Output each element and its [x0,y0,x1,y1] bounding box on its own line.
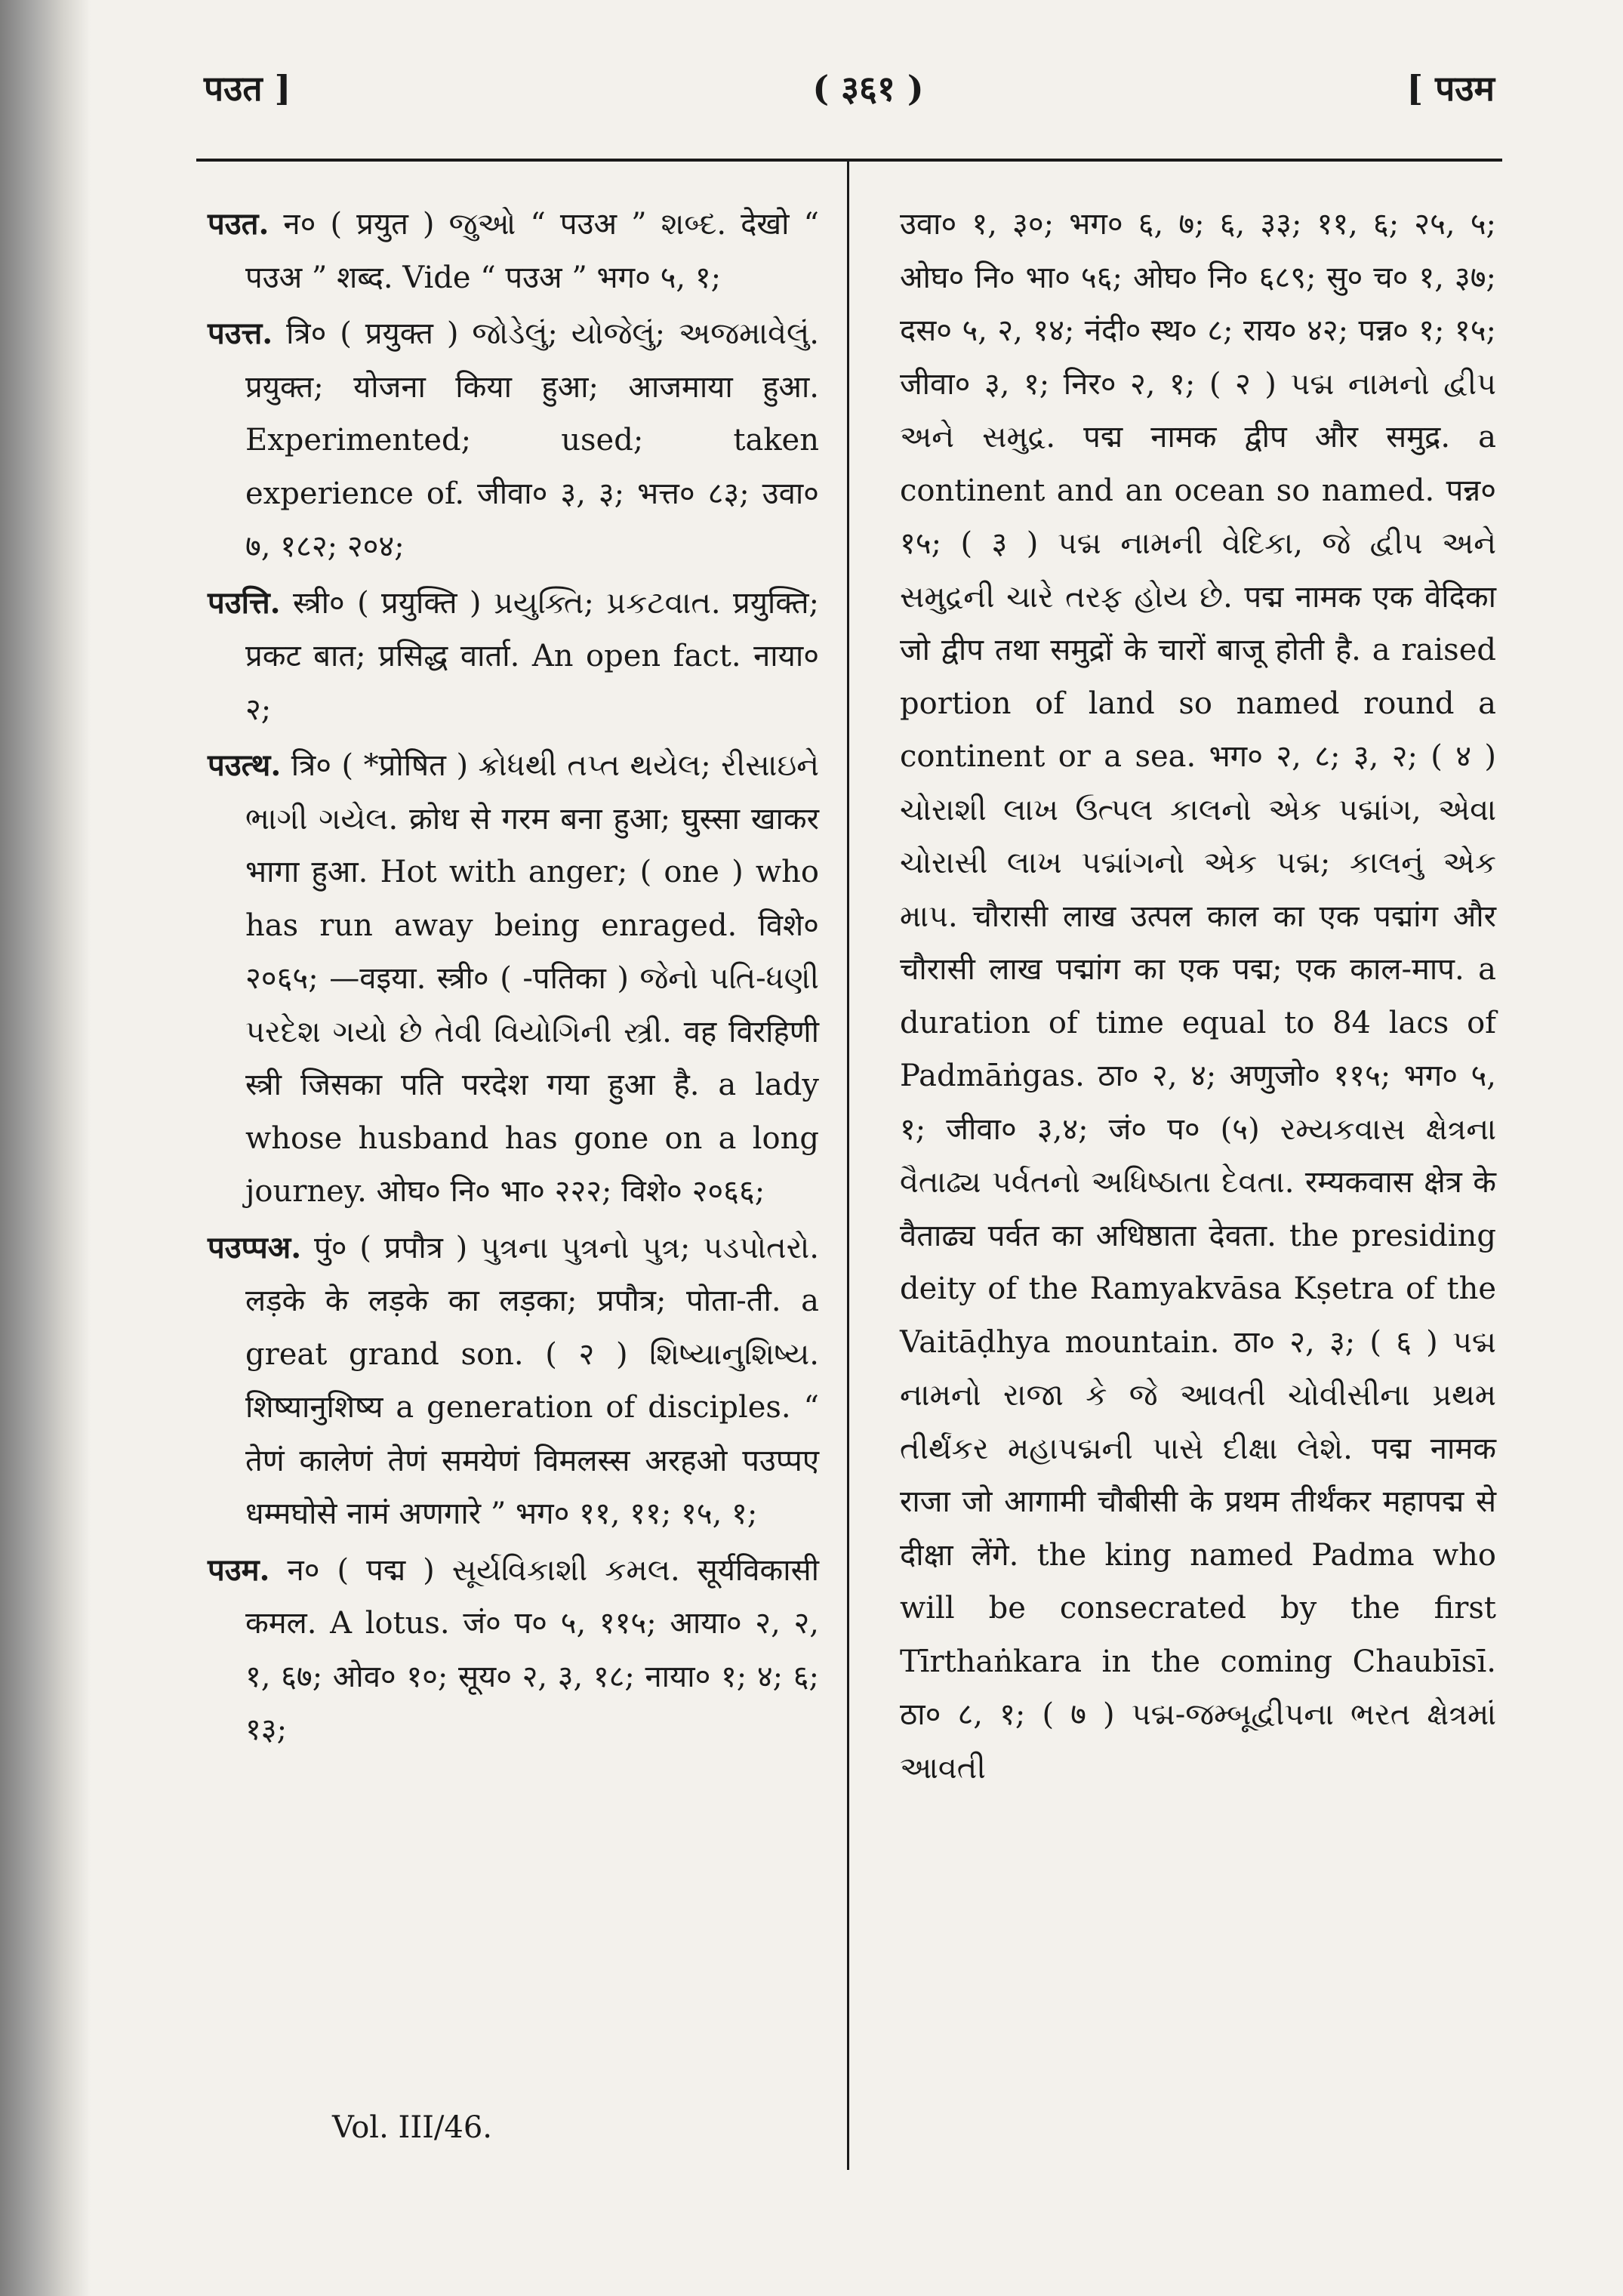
header-left-guide-word: पउत ] [204,68,291,109]
page-header [204,64,1495,125]
entry-headword: पउत्त. [208,316,273,351]
column-divider [847,162,849,2170]
entry-headword: पउप्पअ. [208,1229,302,1265]
entry-headword: पउत. [208,206,269,242]
entry-body: पुं० ( प्रपौत्र ) પુત્રના પુત્રનો પુત્ર; પડપોતરો. लड़के के लड़के का लड़का; प्रपौत्र; पोता-ती. a great grand son. ( २ ) શિષ્યાનુશિષ્ય. शिष्यानुशिष्य a generation of disciples. “ तेणं कालेणं तेणं समयेणं विमलस्स अरहओ पउप्पए धम्मघोसे नामं अणगारे ” भग० ११, ११; १५, १; [245,1230,819,1531]
left-column [208,198,819,1757]
dictionary-entry [208,1544,819,1757]
entry-body: त्रि० ( *प्रोषित ) ક્રોધથી તપ્ત થયેલ; રીસાઇને ભાગી ગયેલ. क्रोध से गरम बना हुआ; घुस्सा खाकर भागा हुआ. Hot with anger; ( one ) who has run away being enraged. विशे० २०६५; —वइया. स्त्री० ( -पतिका ) જેનો પતિ-ધણી પરદેશ ગયો છે તેવી વિયોગિની સ્ત્રી. वह विरहिणी स्त्री जिसका पति परदेश गया हुआ है. a lady whose husband has gone on a long journey. ओघ० नि० भा० २२२; विशे० २०६६; [245,748,820,1209]
entry-body: स्त्री० ( प्रयुक्ति ) પ્રયુક્તિ; પ્રકટવાત. प्रयुक्ति; प्रकट बात; प्रसिद्ध वार्ता. An open fact. नाया० २; [245,585,820,727]
header-right-guide-word: [ पउम [1406,68,1495,109]
entry-headword: पउत्ति. [208,584,281,621]
page-binding-edge [0,0,91,2296]
dictionary-entry [208,739,819,1219]
entry-body: न० ( पद्म ) સૂર્યવિકાશી કમલ. सूर्यविकासी कमल. A lotus. जं० प० ५, ११५; आया० २, २, १, ६७; ओव० १०; सूय० २, ३, १८; नाया० १; ४; ६; १३; [245,1552,820,1747]
dictionary-entry [208,198,819,304]
entry-body: न० ( प्रयुत ) જુઓ “ पउअ ” શબ્દ. देखो “ पउअ ” शब्द. Vide “ पउअ ” भग० ५, १; [245,207,819,295]
entry-continuation: उवा० १, ३०; भग० ६, ७; ६, ३३; ११, ६; २५, ५; ओघ० नि० भा० ५६; ओघ० नि० ६८९; सु० च० १, ३७; दस० ५, २, १४; नंदी० स्थ० ८; राय० ४२; पन्न० १; १५; जीवा० ३, १; निर० २, १; ( २ ) પદ્મ નામનો દ્વીપ અને સમુદ્ર. पद्म नामक द्वीप और समुद्र. a continent and an ocean so named. पन्न० १५; ( ३ ) પદ્મ નામની વેદિકા, જે દ્વીપ અને સમુદ્રની ચારે તરફ હોય છે. पद्म नामक एक वेदिका जो द्वीप तथा समुद्रों के चारों बाजू होती है. a raised portion of land so named round a continent or a sea. भग० २, ८; ३, २; ( ४ ) ચોરાશી લાખ ઉત્પલ કાલનો એક પદ્માંગ, એવા ચોરાસી લાખ પદ્માંગનો એક પદ્મ; કાલનું એક માપ. चौरासी लाख उत्पल काल का एक पद्मांग और चौरासी लाख पद्मांग का एक पद्म; एक काल-माप. a duration of time equal to 84 lacs of Padmāṅgas. ठा० २, ४; अणुजो० ११५; भग० ५, १; जीवा० ३,४; जं० प० (५) રમ્યકવાસ ક્ષેત્રના વૈતાઢ્ય પર્વતનો અધિષ્ઠાતા દેવતા. रम्यकवास क्षेत्र के वैताढ्य पर्वत का अधिष्ठाता देवता. the presiding deity of the Ramyakvāsa Kṣetra of the Vaitāḍhya mountain. ठा० २, ३; ( ६ ) પદ્મ નામનો રાજા કે જે આવતી ચોવીસીના પ્રથમ તીર્થંકર મહાપદ્મની પાસે દીક્ષા લેશે. पद्म नामक राजा जो आगामी चौबीसी के प्रथम तीर्थंकर महापद्म से दीक्षा लेंगे. the king named Padma who will be consecrated by the first Tīrthaṅkara in the coming Chaubīsī. ठा० ८, १; ( ७ ) પદ્મ-જમ્બૂદ્વીપના ભરત ક્ષેત્રમાં આવતી [900,207,1496,1786]
volume-signature: Vol. III/46. [332,2110,493,2145]
dictionary-entry [208,577,819,737]
header-rule [196,159,1502,162]
right-column [900,198,1496,1795]
entry-headword: पउत्थ. [208,747,282,783]
dictionary-entry [208,307,819,574]
dictionary-entry [208,1222,819,1541]
page-number: ( ३६१ ) [812,68,924,109]
entry-headword: पउम. [208,1552,270,1588]
entry-body: त्रि० ( प्रयुक्त ) જોડેલું; યોજેલું; અજમાવેલું. प्रयुक्त; योजना किया हुआ; आजमाया हुआ. Experimented; used; taken experience of. जीवा० ३, ३; भत्त० ८३; उवा० ७, १८२; २०४; [245,316,819,564]
